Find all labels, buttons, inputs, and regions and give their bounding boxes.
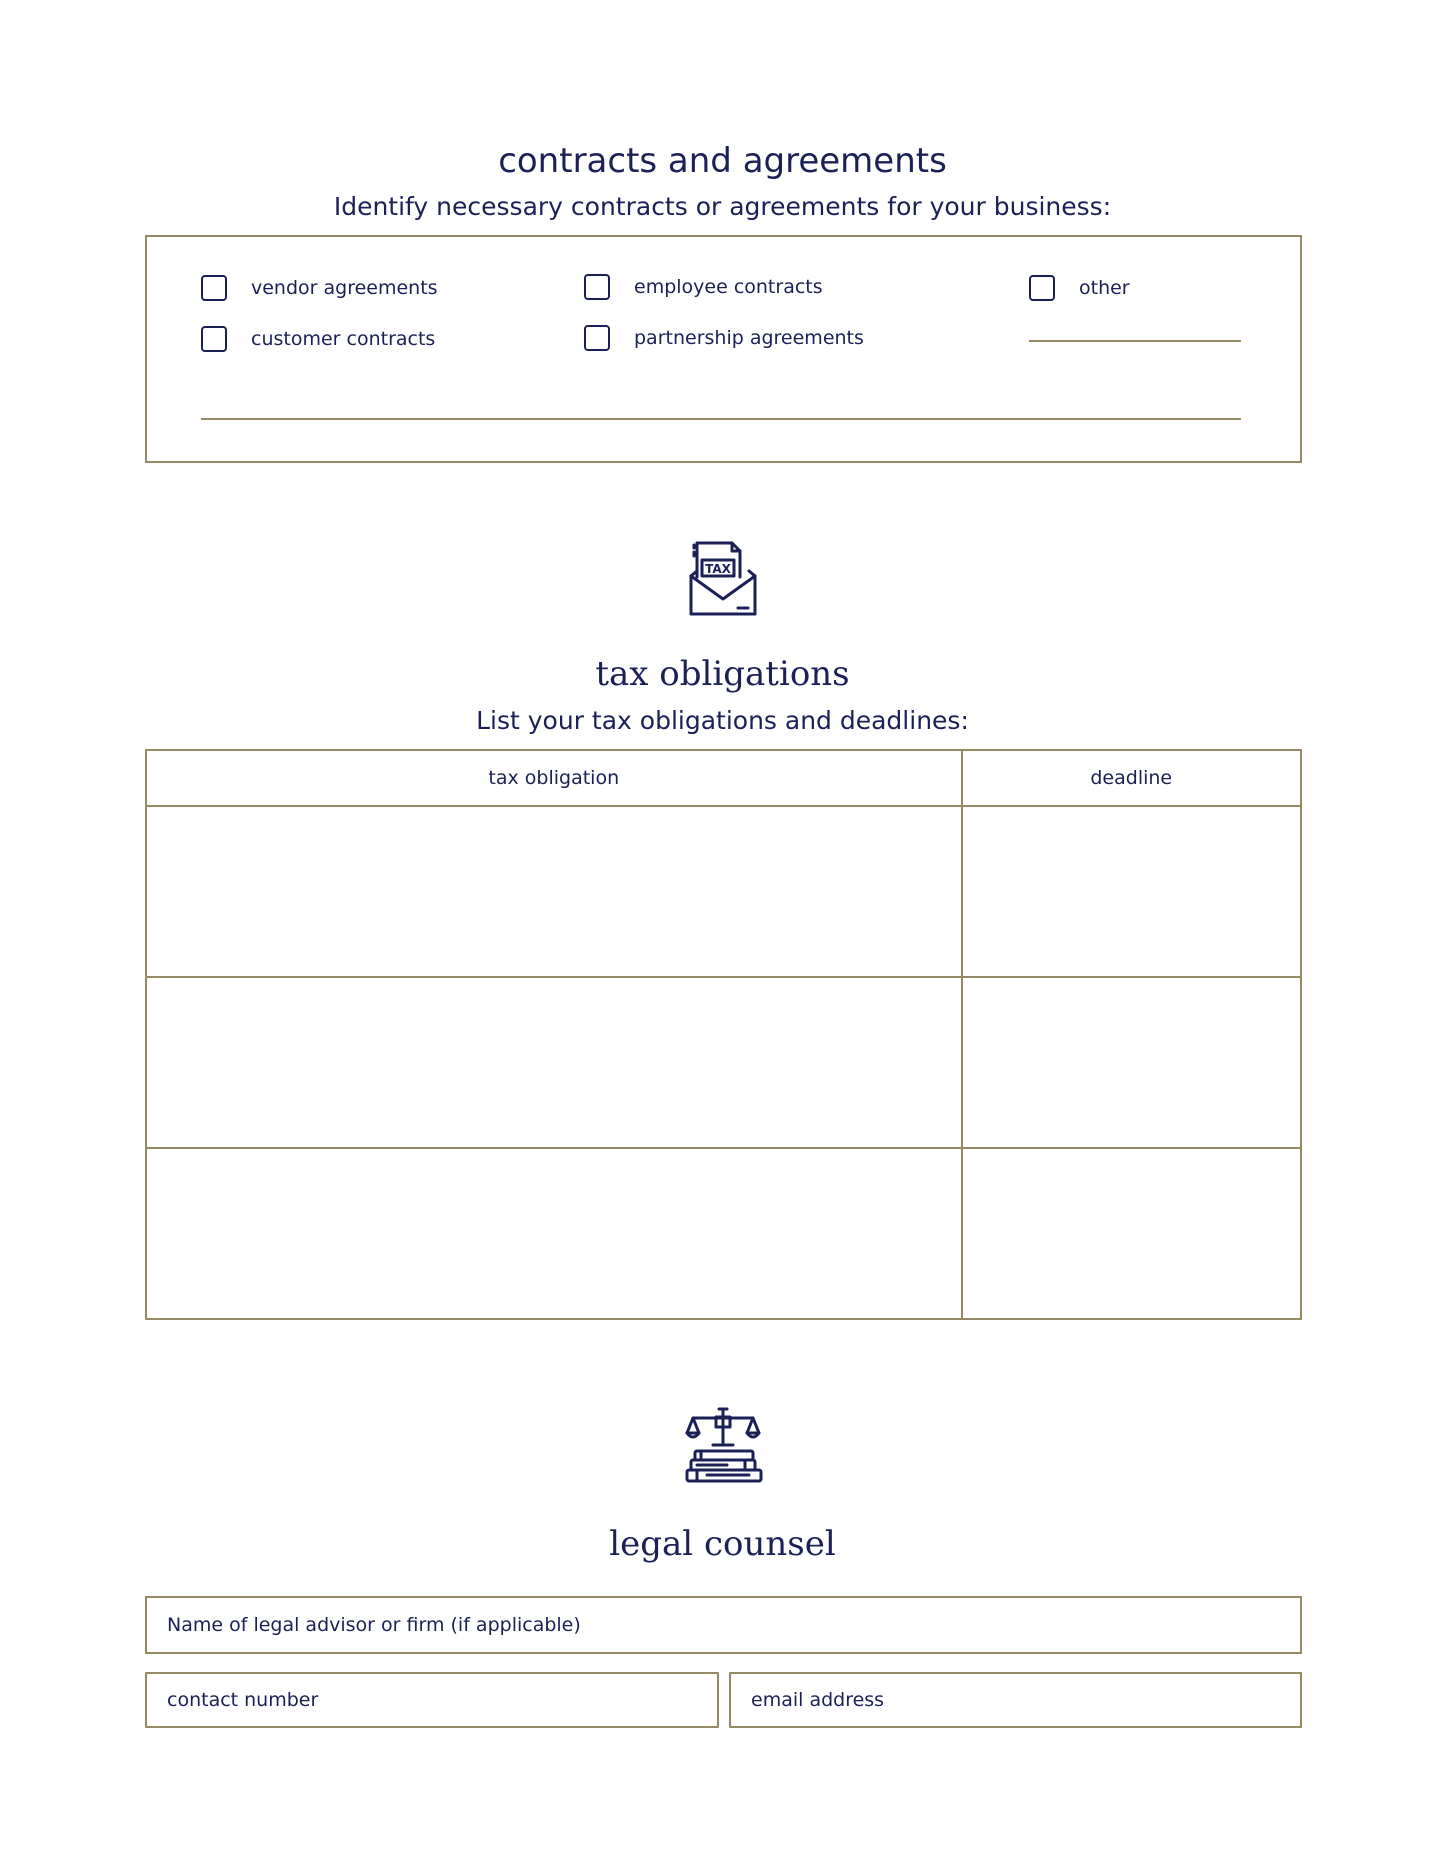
deadline-cell[interactable] [962,1148,1301,1319]
option-label: customer contracts [251,328,436,350]
contact-number-field[interactable] [145,1672,719,1728]
tax-table [145,749,1302,1320]
table-row [146,806,1301,977]
checkbox[interactable] [584,274,610,300]
legal-advisor-field[interactable] [145,1596,1302,1654]
table-row [146,1148,1301,1319]
deadline-cell[interactable] [962,977,1301,1148]
other-write-in-line[interactable] [1029,340,1241,342]
option-employee-contracts[interactable] [584,274,823,300]
tax-subtitle: List your tax obligations and deadlines: [476,706,969,735]
legal-advisor-label: Name of legal advisor or firm (if applicable) [167,1614,581,1636]
checkbox[interactable] [201,326,227,352]
checkbox[interactable] [1029,275,1055,301]
option-customer-contracts[interactable] [201,326,435,352]
notes-write-in-line[interactable] [201,418,1241,420]
option-partnership-agreements[interactable] [584,325,864,351]
table-row [146,977,1301,1148]
email-address-label: email address [751,1689,885,1711]
column-header-deadline: deadline [962,750,1301,806]
column-header-tax-obligation: tax obligation [146,750,962,806]
table-header-row [146,750,1301,806]
option-label: employee contracts [634,276,823,298]
contracts-title: contracts and agreements [498,141,947,181]
tax-obligation-cell[interactable] [146,806,962,977]
tax-icon-text: TAX [705,562,731,576]
email-address-field[interactable] [729,1672,1302,1728]
scales-and-books-icon [683,1405,763,1487]
option-label: partnership agreements [634,327,864,349]
legal-title: legal counsel [609,1524,836,1564]
option-other[interactable] [1029,275,1130,301]
contracts-subtitle: Identify necessary contracts or agreements for your business: [333,192,1112,221]
deadline-cell[interactable] [962,806,1301,977]
tax-obligation-cell[interactable] [146,1148,962,1319]
option-label: vendor agreements [251,277,438,299]
option-vendor-agreements[interactable] [201,275,438,301]
checkbox[interactable] [201,275,227,301]
checkbox[interactable] [584,325,610,351]
option-label: other [1079,277,1130,299]
contracts-box [145,235,1302,463]
tax-title: tax obligations [595,654,850,694]
tax-obligation-cell[interactable] [146,977,962,1148]
contact-number-label: contact number [167,1689,319,1711]
tax-envelope-icon [688,539,758,619]
